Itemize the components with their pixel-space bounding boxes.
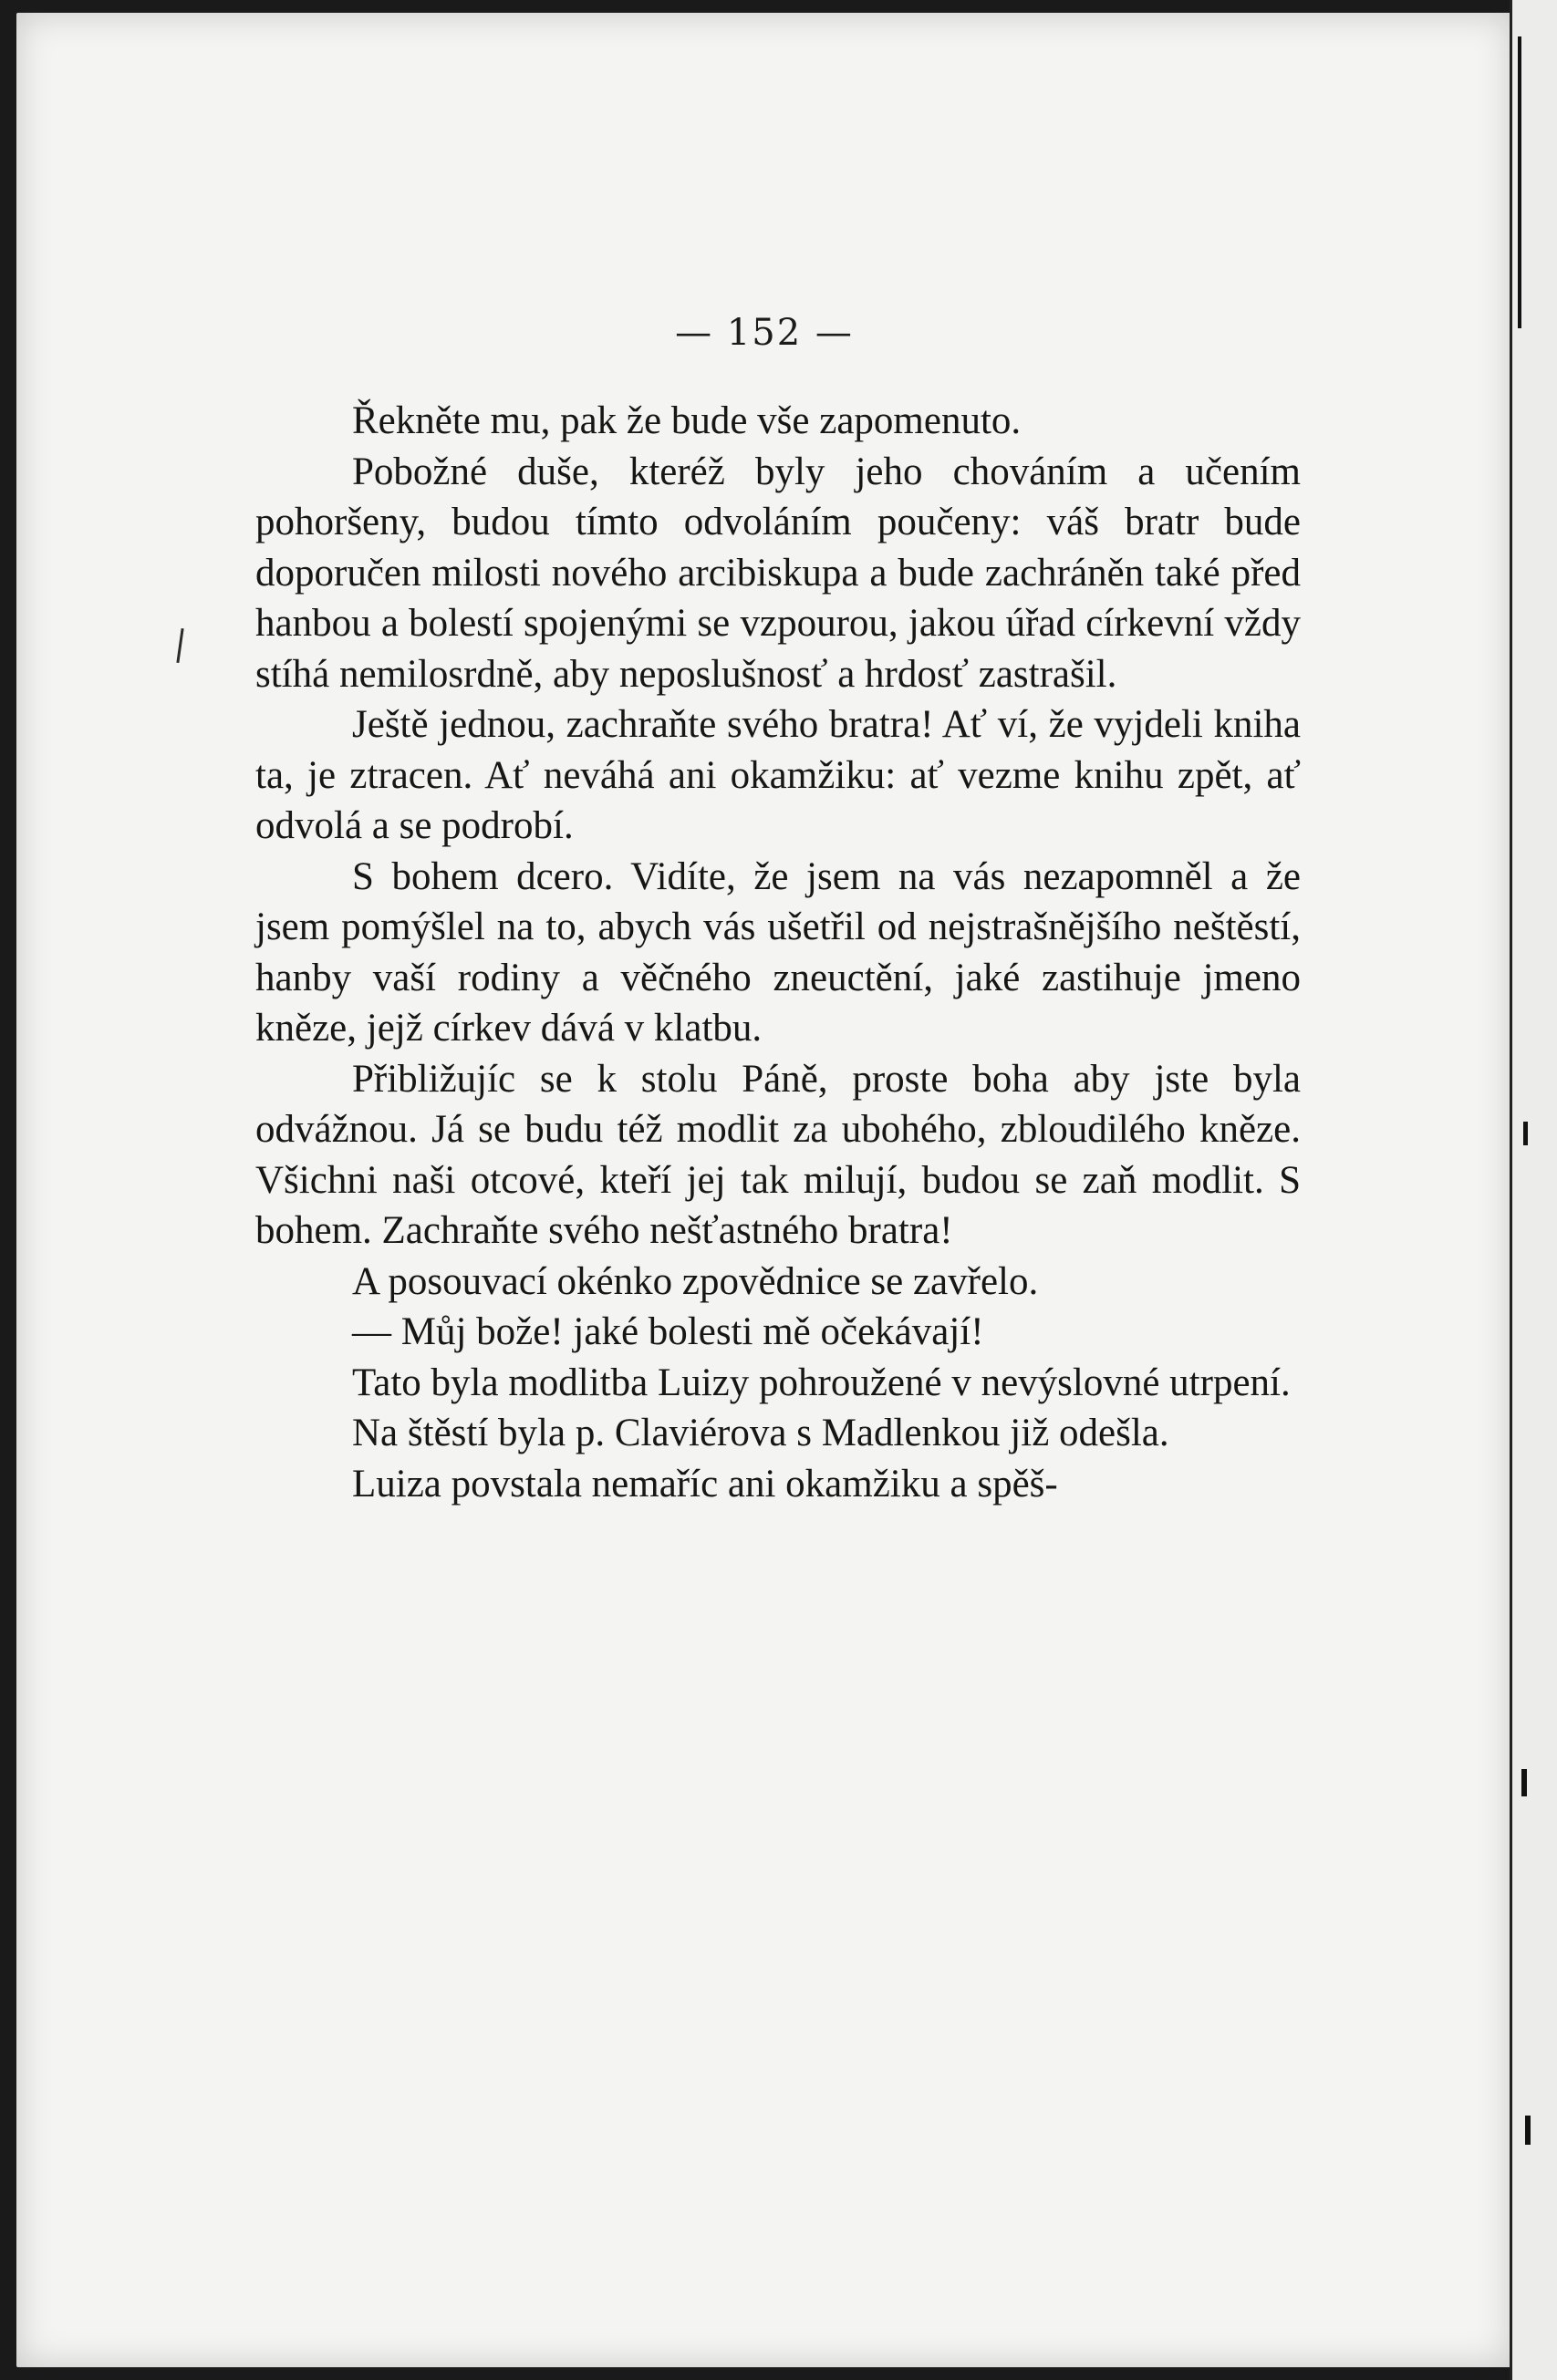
- paragraph: Luiza povstala nemaříc ani okamžiku a spěš-: [352, 1462, 1058, 1506]
- body-text: [255, 396, 1301, 1509]
- edge-mark: [1521, 1769, 1527, 1796]
- paragraph: S bohem dcero. Vidíte, že jsem na vás nezapomněl a že jsem pomýšlel na to, abych vás ušetřil od nejstrašnějšího neštěstí, hanby vaší rodiny a věčného zneuctění, jaké zastihuje jmeno kněze, jejž církev dává v klatbu.: [255, 854, 1301, 1050]
- edge-mark: [1525, 2116, 1531, 2145]
- book-page: [16, 13, 1512, 2367]
- paragraph: A posouvací okénko zpovědnice se zavřelo.: [352, 1259, 1039, 1303]
- edge-mark: [1523, 1122, 1528, 1145]
- margin-mark: [176, 628, 183, 663]
- paragraph: Pobožné duše, kteréž byly jeho chováním a učením pohoršeny, budou tímto odvoláním poučeny: váš bratr bude doporučen milosti nového arcibiskupa a bude zachráněn také před hanbou a bolestí spojenými se vzpourou, jakou úřad církevní vždy stíhá nemilosrdně, aby neposlušnosť a hrdosť zastrašil.: [255, 450, 1301, 696]
- page-edge: [1510, 0, 1557, 2380]
- paragraph: Ještě jednou, zachraňte svého bratra! Ať ví, že vyjdeli kniha ta, je ztracen. Ať neváhá ani okamžiku: ať vezme knihu zpět, ať odvolá a se podrobí.: [255, 703, 1301, 847]
- paragraph: — Můj bože! jaké bolesti mě očekávají!: [352, 1310, 984, 1353]
- paragraph: Řekněte mu, pak že bude vše zapomenuto.: [352, 399, 1022, 442]
- paragraph: Na štěstí byla p. Claviérova s Madlenkou již odešla.: [352, 1412, 1169, 1454]
- edge-mark: [1518, 36, 1521, 328]
- page-number: — 152 —: [675, 312, 854, 354]
- paragraph: Tato byla modlitba Luizy pohroužené v nevýslovné utrpení.: [352, 1361, 1291, 1404]
- paragraph: Přibližujíc se k stolu Páně, proste boha aby jste byla odvážnou. Já se budu též modlit za ubohého, zbloudilého kněze. Všichni naši otcové, kteří jej tak milují, budou se zaň modlit. S bohem. Zachraňte svého nešťastného bratra!: [255, 1057, 1301, 1252]
